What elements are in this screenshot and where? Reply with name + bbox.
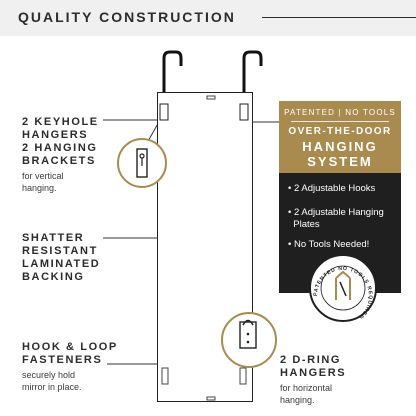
feature-item: • 2 Adjustable Hanging Plates [288,207,384,230]
keyhole-sub: for vertical hanging. [22,171,64,193]
shatter-label: SHATTER RESISTANT LAMINATED BACKING [22,232,101,283]
badge-top-text: PATENTED | NO TOOLS [284,108,396,117]
seal-text: PATENTED NO TOOLS REQUIRED [312,265,374,321]
hookloop-label: HOOK & LOOP FASTENERS [22,341,118,366]
badge-title-1: OVER-THE-DOOR [288,126,392,137]
feature-item: • No Tools Needed! [288,239,370,250]
badge-title-2: HANGING SYSTEM [302,139,378,169]
page-title: QUALITY CONSTRUCTION [18,9,236,25]
hookloop-sub: securely hold mirror in place. [22,370,82,392]
dring-sub: for horizontal hanging. [280,383,333,405]
dring-label: 2 D-RING HANGERS [280,354,347,379]
feature-item: • 2 Adjustable Hooks [288,183,376,194]
keyhole-label: 2 KEYHOLE HANGERS 2 HANGING BRACKETS [22,116,99,167]
